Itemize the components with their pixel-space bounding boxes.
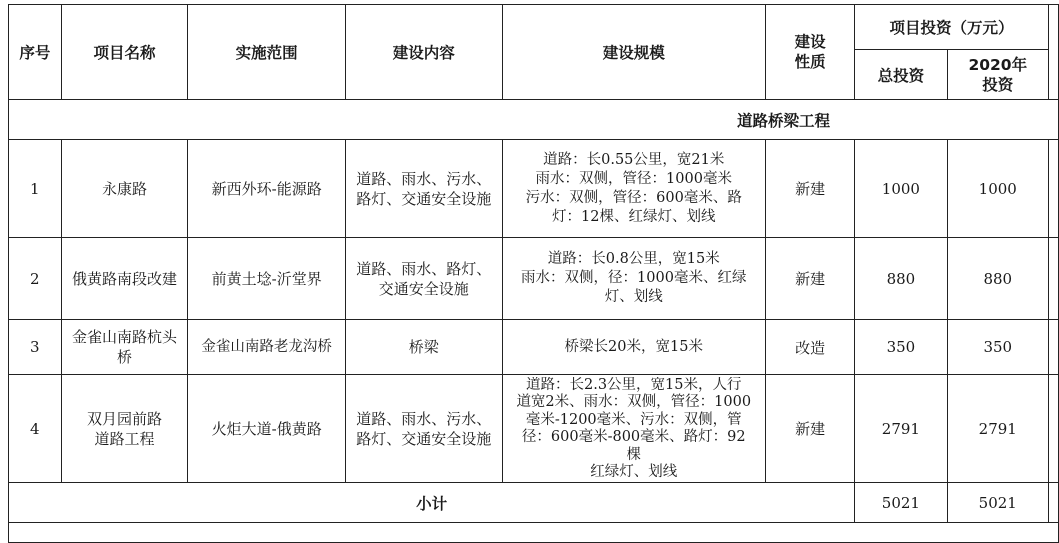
header-content: 建设内容 <box>346 5 503 100</box>
row-2-name <box>61 238 188 320</box>
row-1-content <box>346 140 503 238</box>
row-3-scale-text: 桥梁长20米，宽15米 <box>564 338 703 355</box>
row-3-nature: 改造 <box>766 320 855 375</box>
row-1-2020: 1000 <box>947 140 1048 238</box>
row-1-name-text: 永康路 <box>101 179 147 198</box>
table-row <box>9 320 1059 375</box>
table-row <box>9 238 1059 320</box>
row-1-name <box>61 140 188 238</box>
section-title: 道路桥梁工程 <box>9 100 1059 140</box>
row-1-scale-text: 道路：长0.55公里，宽21米 雨水：双侧，管径：1000毫米 污水：双侧，管径：600毫米、路 灯：12棵、红绿灯、划线 <box>525 151 742 225</box>
row-4-nature: 新建 <box>766 375 855 483</box>
row-2-2020: 880 <box>947 238 1048 320</box>
row-2-seq: 2 <box>9 238 62 320</box>
row-3-name-text: 金雀山南路杭头 桥 <box>71 328 177 366</box>
header-extra-column <box>1048 5 1058 100</box>
table-row <box>9 375 1059 483</box>
row-2-content-text: 道路、雨水、路灯、 交通安全设施 <box>356 259 492 298</box>
row-4-scale <box>502 375 765 483</box>
row-2-total: 880 <box>855 238 947 320</box>
row-1-content-text: 道路、雨水、污水、 路灯、交通安全设施 <box>356 169 492 208</box>
row-2-nature: 新建 <box>766 238 855 320</box>
row-4-content-text: 道路、雨水、污水、 路灯、交通安全设施 <box>356 409 492 448</box>
row-2-scope-text: 前黄土埝-沂堂界 <box>211 269 322 288</box>
header-scale: 建设规模 <box>502 5 765 100</box>
row-3-content-text: 桥梁 <box>408 338 439 356</box>
header-2020-text: 2020年 投资 <box>968 55 1028 94</box>
row-4-total: 2791 <box>855 375 947 483</box>
row-2-name-text: 俄黄路南段改建 <box>71 269 177 288</box>
row-4-scope <box>188 375 346 483</box>
row-4-2020: 2791 <box>947 375 1048 483</box>
row-1-nature: 新建 <box>766 140 855 238</box>
row-3-2020: 350 <box>947 320 1048 375</box>
subtotal-2020: 5021 <box>947 483 1048 523</box>
subtotal-total: 5021 <box>855 483 947 523</box>
row-3-seq: 3 <box>9 320 62 375</box>
header-nature <box>766 5 855 100</box>
row-1-total: 1000 <box>855 140 947 238</box>
row-2-extra <box>1048 238 1058 320</box>
row-4-scale-text: 道路：长2.3公里，宽15米，人行 道宽2米、雨水：双侧，管径：1000 毫米-1200毫米、污水：双侧，管 径：600毫米-800毫米、路灯：92 棵 红绿灯、划线 <box>516 376 752 480</box>
header-row-1 <box>9 5 1059 50</box>
cut-off-cell <box>9 523 1059 543</box>
row-3-scope <box>188 320 346 375</box>
row-3-total: 350 <box>855 320 947 375</box>
row-4-seq: 4 <box>9 375 62 483</box>
row-4-extra <box>1048 375 1058 483</box>
header-seq: 序号 <box>9 5 62 100</box>
row-3-extra <box>1048 320 1058 375</box>
section-row <box>9 100 1059 140</box>
row-1-seq: 1 <box>9 140 62 238</box>
header-nature-text: 建设 性质 <box>794 33 826 71</box>
row-1-scope-text: 新西外环-能源路 <box>211 179 322 198</box>
row-1-extra <box>1048 140 1058 238</box>
row-3-content <box>346 320 503 375</box>
row-3-name <box>61 320 188 375</box>
table-row <box>9 140 1059 238</box>
subtotal-extra <box>1048 483 1058 523</box>
row-2-scope <box>188 238 346 320</box>
investment-table <box>8 4 1059 543</box>
header-total: 总投资 <box>855 50 947 100</box>
header-2020 <box>947 50 1048 100</box>
row-3-scale <box>502 320 765 375</box>
row-3-scope-text: 金雀山南路老龙沟桥 <box>201 339 332 355</box>
row-4-name <box>61 375 188 483</box>
header-invest-group: 项目投资（万元） <box>855 5 1049 50</box>
header-name: 项目名称 <box>61 5 188 100</box>
header-scope: 实施范围 <box>188 5 346 100</box>
row-4-content <box>346 375 503 483</box>
row-2-content <box>346 238 503 320</box>
subtotal-row <box>9 483 1059 523</box>
row-1-scale <box>502 140 765 238</box>
row-2-scale-text: 道路：长0.8公里，宽15米 雨水：双侧，径：1000毫米、红绿 灯、划线 <box>521 251 747 305</box>
subtotal-label: 小计 <box>9 483 855 523</box>
row-4-scope-text: 火炬大道-俄黄路 <box>211 419 322 438</box>
row-1-scope <box>188 140 346 238</box>
cut-off-row <box>9 523 1059 543</box>
row-4-name-text: 双月园前路 道路工程 <box>86 409 162 448</box>
row-2-scale <box>502 238 765 320</box>
